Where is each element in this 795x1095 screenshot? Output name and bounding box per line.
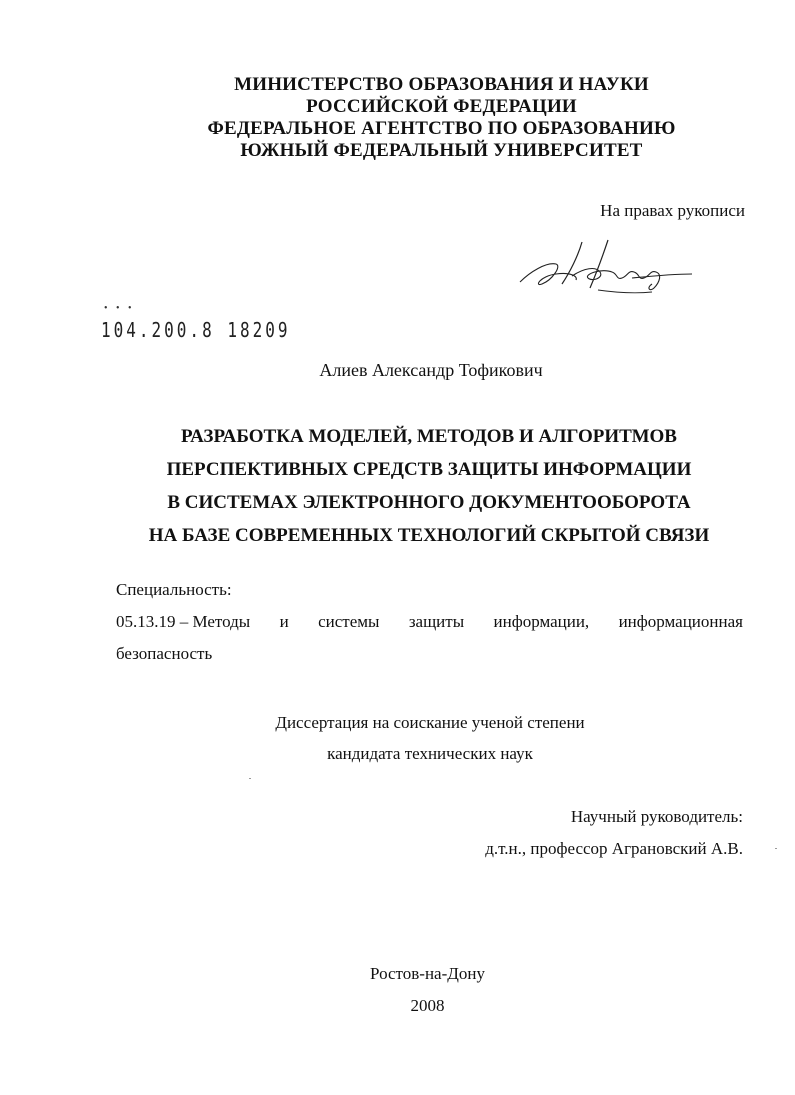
header-line-university: ЮЖНЫЙ ФЕДЕРАЛЬНЫЙ УНИВЕРСИТЕТ (240, 140, 643, 161)
specialty-word: и (279, 612, 289, 631)
specialty-code-line (116, 612, 743, 632)
title-line-3: В СИСТЕМАХ ЭЛЕКТРОННОГО ДОКУМЕНТООБОРОТА (167, 492, 691, 513)
registration-dots: • • • (104, 303, 135, 314)
header-line-ministry: МИНИСТЕРСТВО ОБРАЗОВАНИЯ И НАУКИ (234, 74, 649, 95)
manuscript-note: На правах рукописи (600, 201, 745, 220)
scan-speck (775, 848, 777, 849)
author-name: Алиев Александр Тофикович (319, 360, 543, 380)
header-line-agency: ФЕДЕРАЛЬНОЕ АГЕНТСТВО ПО ОБРАЗОВАНИЮ (207, 118, 676, 139)
header-line-federation: РОССИЙСКОЙ ФЕДЕРАЦИИ (306, 96, 577, 117)
dissertation-title (0, 420, 795, 552)
title-line-1: РАЗРАБОТКА МОДЕЛЕЙ, МЕТОДОВ И АЛГОРИТМОВ (181, 426, 677, 447)
scientific-advisor (485, 801, 743, 865)
organization-header (0, 74, 795, 162)
scan-speck (249, 778, 251, 779)
specialty-word: защиты (408, 612, 465, 631)
degree-line-2: кандидата технических наук (327, 744, 533, 763)
year: 2008 (410, 996, 445, 1015)
specialty-label: Специальность: (116, 580, 232, 599)
city: Ростов-на-Дону (370, 964, 485, 983)
title-line-4: НА БАЗЕ СОВРЕМЕННЫХ ТЕХНОЛОГИЙ СКРЫТОЙ СВЯЗИ (148, 525, 710, 546)
place-and-year (0, 958, 795, 1022)
specialty-word: информационная (618, 612, 743, 631)
specialty-word: системы (318, 612, 380, 631)
specialty-word: информации, (493, 612, 590, 631)
advisor-label: Научный руководитель: (570, 807, 743, 826)
dissertation-degree (0, 707, 795, 769)
advisor-name: д.т.н., профессор Аграновский А.В. (485, 839, 743, 858)
degree-line-1: Диссертация на соискание ученой степени (275, 713, 585, 732)
specialty-word: 05.13.19 – Методы (116, 612, 251, 631)
registration-number: 104.200.8 18209 (101, 318, 291, 342)
author-signature (512, 232, 702, 304)
specialty-continuation: безопасность (116, 644, 213, 663)
title-line-2: ПЕРСПЕКТИВНЫХ СРЕДСТВ ЗАЩИТЫ ИНФОРМАЦИИ (166, 459, 692, 480)
